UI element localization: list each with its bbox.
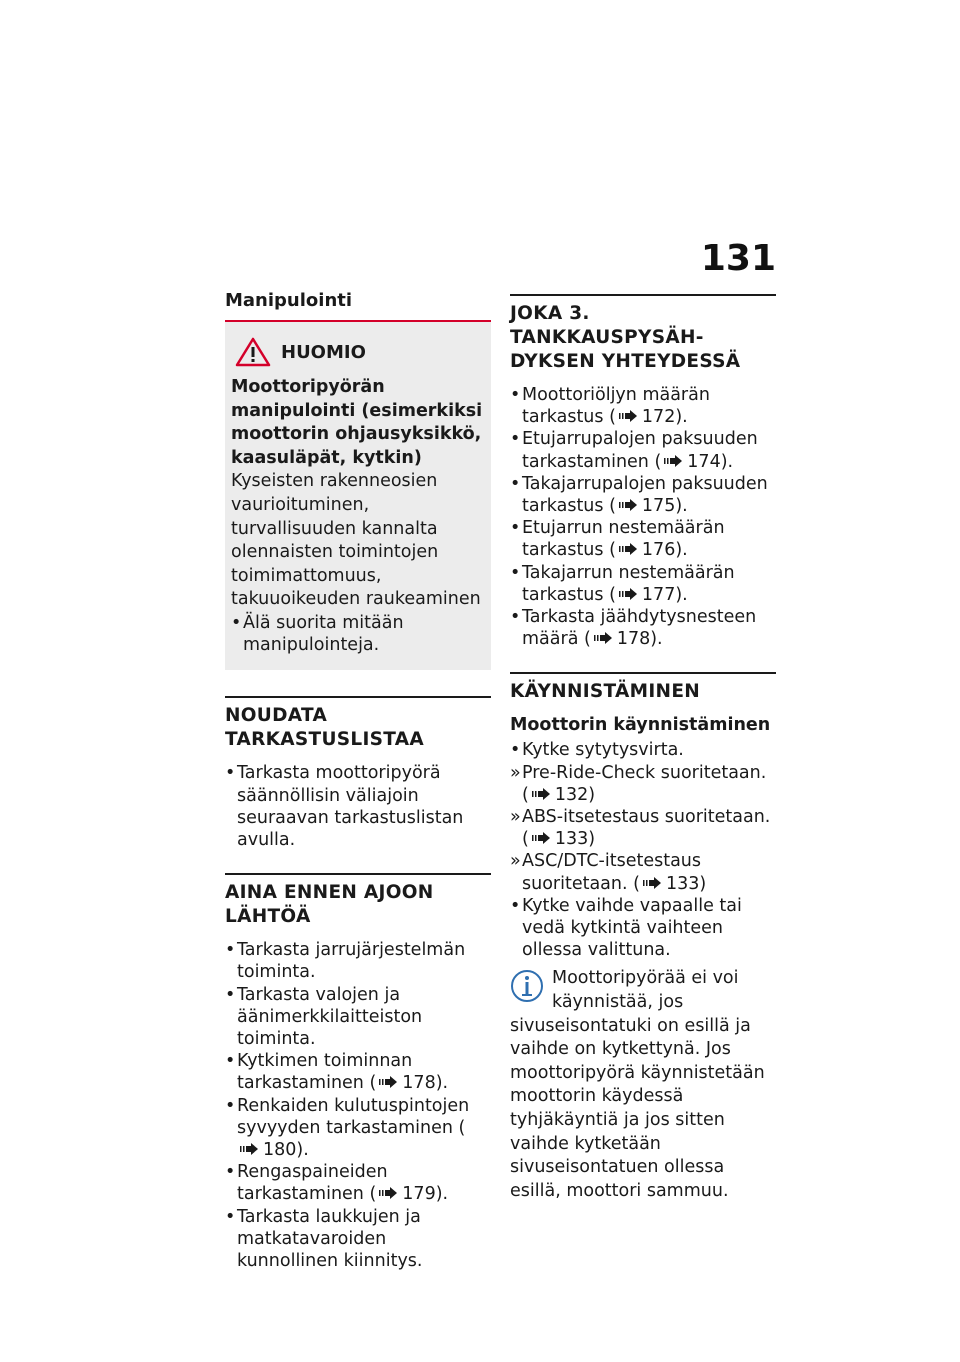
- left-column: [225, 288, 491, 1272]
- list-item: » ABS-itsetestaus suoritetaan. ( 133): [510, 807, 771, 850]
- page-ref-arrow-icon: [531, 832, 551, 844]
- list-item: • Etujarrupalojen paksuuden tarkastaminen ( 174).: [510, 429, 758, 472]
- checklist-heading: NOUDATA TARKASTUSLISTAA: [225, 705, 425, 751]
- warning-list: [231, 612, 485, 656]
- list-item: • Tarkasta jarrujärjestelmän toiminta.: [225, 940, 466, 983]
- list-item: • Takajarrupalojen paksuuden tarkastus ( 175).: [510, 473, 768, 517]
- warning-text: Kyseisten rakenneosien vaurioituminen, turvallisuuden kannalta olennaisten toimintojen toimimattomuus, takuuoikeuden raukeaminen: [231, 471, 481, 610]
- warning-header: [231, 336, 485, 368]
- page-ref[interactable]: 178).: [402, 1073, 449, 1094]
- page-ref-arrow-icon: [618, 499, 638, 511]
- warning-box: [225, 322, 491, 670]
- list-item: • Takajarrun nestemäärän tarkastus ( 177).: [510, 562, 735, 605]
- before-ride-heading: AINA ENNEN AJOON LÄHTÖÄ: [225, 882, 434, 928]
- checklist-list: [225, 762, 491, 851]
- black-divider: [510, 294, 776, 296]
- page-ref-arrow-icon: [618, 410, 638, 422]
- list-item: • Etujarrun nestemäärän tarkastus ( 176).: [510, 518, 725, 561]
- info-text: Moottoripyörää ei voi käynnistää, jos sivuseisontatuki on esillä ja vaihde on kytkettynä. Jos moottoripyörä käynnistetään moottorin käydessä tyhjäkäyntiä ja jos sitten vaihde kytketään sivuseisontatuen ollessa esillä, moottori sammuu.: [510, 968, 765, 1201]
- list-item: • Kytke vaihde vapaalle tai vedä kytkintä vaihteen ollessa valittuna.: [510, 895, 742, 961]
- list-item: » ASC/DTC-itsetestaus suoritetaan. ( 133): [510, 851, 707, 894]
- page-ref[interactable]: 174).: [687, 451, 734, 472]
- page-ref[interactable]: 176).: [641, 540, 688, 561]
- page-ref[interactable]: 172).: [641, 407, 688, 428]
- list-item: • Kytkimen toiminnan tarkastaminen ( 178).: [225, 1051, 449, 1094]
- page-ref-arrow-icon: [531, 788, 551, 800]
- every-third-heading: JOKA 3. TANKKAUSPYSÄH- DYKSEN YHTEYDESSÄ: [510, 303, 741, 372]
- page-ref-arrow-icon: [663, 455, 683, 467]
- section-label: Manipulointi: [225, 290, 353, 311]
- page-number: 131: [700, 238, 776, 279]
- starting-heading: KÄYNNISTÄMINEN: [510, 681, 701, 703]
- warning-triangle-icon: [235, 337, 271, 367]
- black-divider: [510, 672, 776, 674]
- list-item: • Moottoriöljyn määrän tarkastus ( 172).: [510, 385, 710, 428]
- list-item: • Kytke sytytysvirta.: [510, 740, 684, 761]
- page-ref[interactable]: 133): [665, 873, 707, 894]
- page-ref[interactable]: 175).: [641, 496, 688, 517]
- list-item: • Tarkasta jäähdytysnesteen määrä ( 178).: [510, 607, 757, 650]
- info-note: [510, 967, 776, 1203]
- page-ref[interactable]: 180).: [263, 1139, 309, 1160]
- list-item: • Tarkasta laukkujen ja matkatavaroiden kunnollinen kiinnitys.: [225, 1206, 423, 1271]
- warning-title: HUOMIO: [281, 341, 366, 363]
- info-icon: [510, 969, 544, 1011]
- page-ref-arrow-icon: [642, 877, 662, 889]
- starting-subheading: Moottorin käynnistäminen: [510, 715, 771, 736]
- page-ref[interactable]: 179).: [402, 1184, 449, 1205]
- list-item: » Pre-Ride-Check suoritetaan. ( 132): [510, 762, 767, 805]
- list-item: • Rengaspaineiden tarkastaminen ( 179).: [225, 1162, 449, 1205]
- warning-bullet: • Älä suorita mitään manipulointeja.: [231, 612, 404, 656]
- page-ref-arrow-icon: [378, 1187, 398, 1199]
- every-third-list: [510, 384, 776, 650]
- page-ref-arrow-icon: [618, 588, 638, 600]
- list-item: • Renkaiden kulutuspintojen syvyyden tarkastaminen (180).: [225, 1095, 470, 1160]
- list-item: • Tarkasta valojen ja äänimerkkilaitteiston toiminta.: [225, 984, 423, 1049]
- page-ref[interactable]: 177).: [641, 584, 688, 605]
- starting-list: [510, 739, 776, 961]
- page-ref[interactable]: 133): [554, 829, 596, 850]
- black-divider: [225, 696, 491, 698]
- page-ref-arrow-icon: [378, 1076, 398, 1088]
- black-divider: [225, 873, 491, 875]
- page-ref-arrow-icon: [593, 632, 613, 644]
- page-ref-arrow-icon: [239, 1143, 259, 1155]
- page-ref[interactable]: 178).: [616, 629, 663, 650]
- right-column: [510, 288, 776, 1203]
- warning-bold-text: Moottoripyörän manipulointi (esimerkiksi moottorin ohjausyksikkö, kaasuläpät, kytkin): [231, 377, 483, 468]
- list-item: • Tarkasta moottoripyörä säännöllisin väliajoin seuraavan tarkastuslistan avulla.: [225, 763, 464, 850]
- before-ride-list: [225, 939, 491, 1272]
- page-ref-arrow-icon: [618, 543, 638, 555]
- page-ref[interactable]: 132): [554, 784, 596, 805]
